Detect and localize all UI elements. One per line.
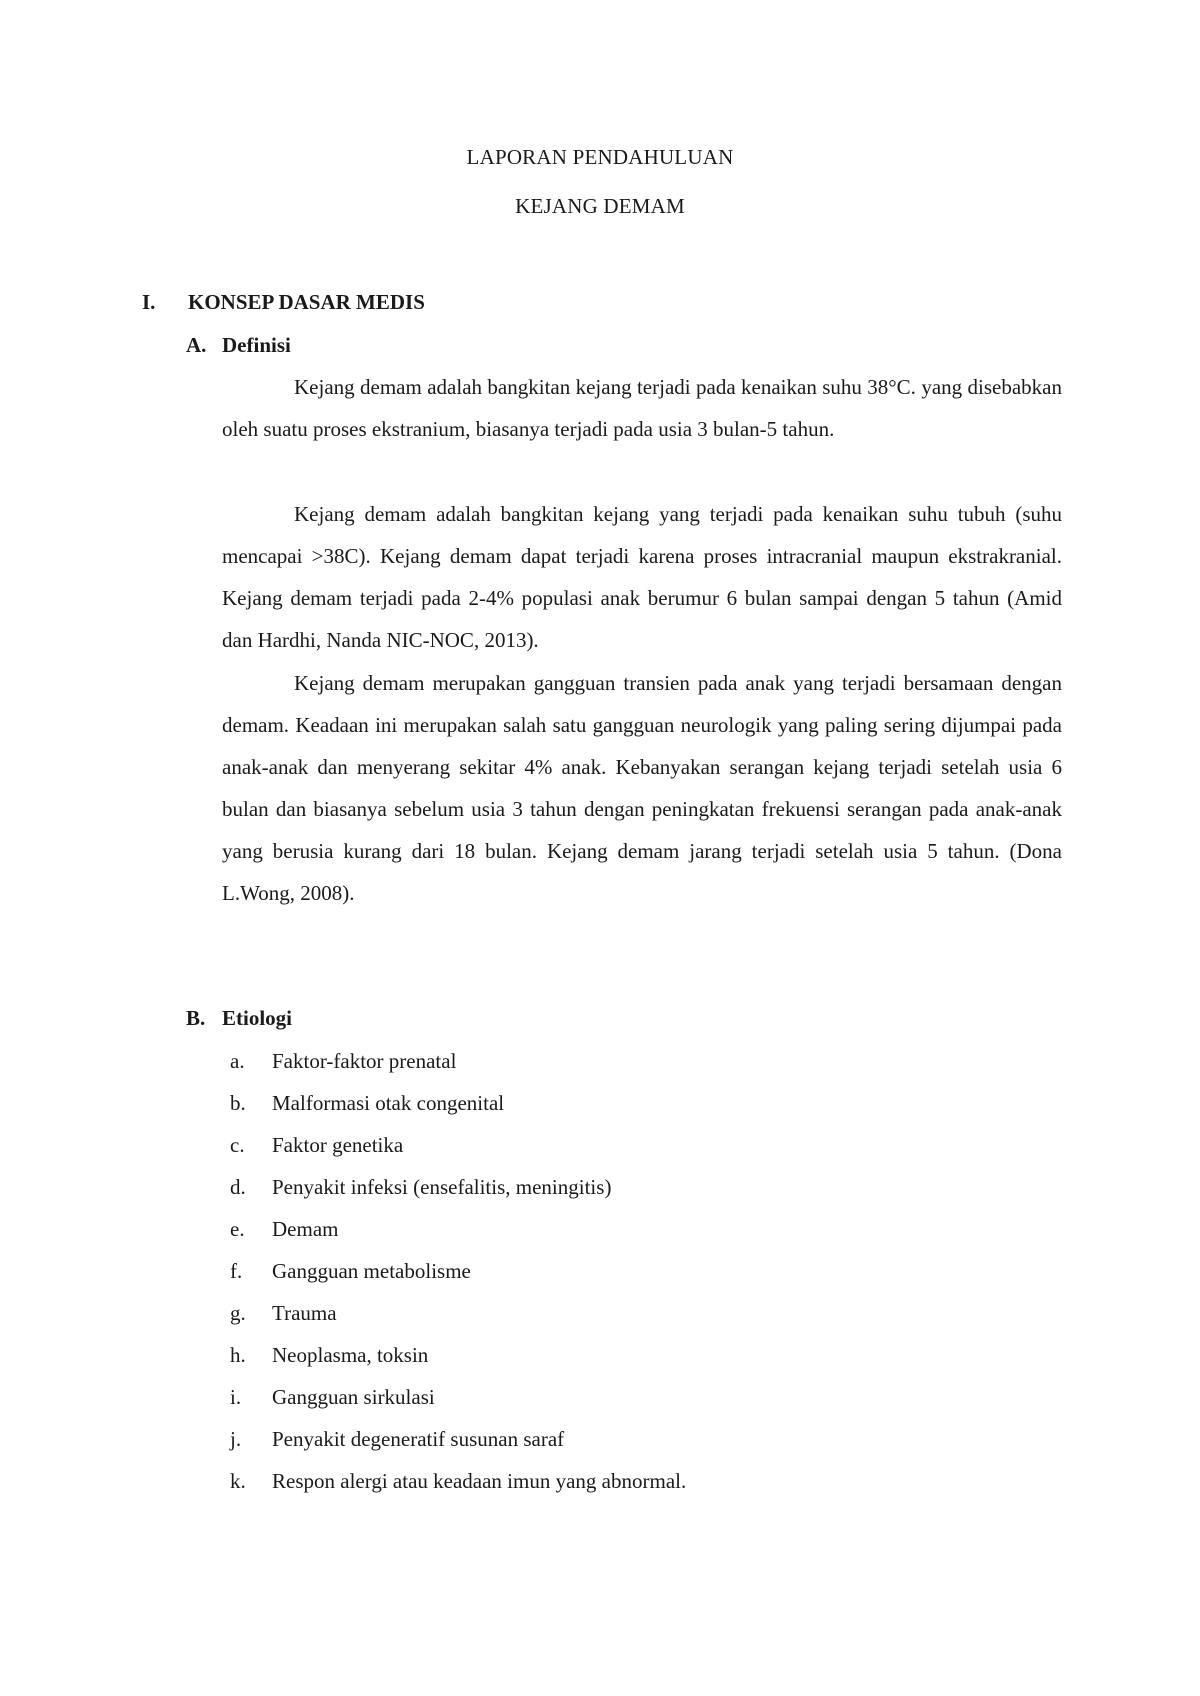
list-item-text: Trauma	[272, 1301, 337, 1325]
list-item	[230, 1334, 686, 1376]
list-item-letter: a.	[230, 1049, 245, 1073]
section-number: I.	[142, 290, 156, 314]
subsection-heading-etiologi	[186, 1006, 292, 1031]
list-item	[230, 1082, 686, 1124]
list-item-text: Demam	[272, 1217, 339, 1241]
list-item-letter: h.	[230, 1343, 246, 1367]
list-item-text: Gangguan sirkulasi	[272, 1385, 435, 1409]
list-item-letter: k.	[230, 1469, 246, 1493]
document-title: LAPORAN PENDAHULUAN	[466, 145, 734, 169]
subsection-title: Etiologi	[222, 1006, 293, 1030]
list-item	[230, 1250, 686, 1292]
list-item	[230, 1124, 686, 1166]
list-item-text: Respon alergi atau keadaan imun yang abnormal.	[272, 1469, 687, 1493]
list-item-letter: g.	[230, 1301, 246, 1325]
list-item-text: Malformasi otak congenital	[272, 1091, 505, 1115]
list-item-letter: d.	[230, 1175, 246, 1199]
section-heading	[142, 290, 425, 315]
list-item	[230, 1208, 686, 1250]
definition-paragraph: Kejang demam adalah bangkitan kejang terjadi pada kenaikan suhu 38°C. yang disebabkan oleh suatu proses ekstranium, biasanya terjadi pada usia 3 bulan-5 tahun.	[222, 375, 1062, 441]
list-item-text: Neoplasma, toksin	[272, 1343, 429, 1367]
list-item	[230, 1376, 686, 1418]
list-item	[230, 1418, 686, 1460]
list-item-text: Penyakit degeneratif susunan saraf	[272, 1427, 565, 1451]
list-item-letter: j.	[230, 1427, 242, 1451]
list-item-letter: i.	[230, 1385, 242, 1409]
list-item-text: Faktor genetika	[272, 1133, 404, 1157]
etiology-list	[230, 1040, 686, 1502]
subsection-letter: A.	[186, 333, 207, 357]
list-item-text: Penyakit infeksi (ensefalitis, meningitis)	[272, 1175, 612, 1199]
subsection-title: Definisi	[222, 333, 291, 357]
subsection-heading-definisi	[186, 333, 291, 358]
list-item-letter: c.	[230, 1133, 245, 1157]
section-title: KONSEP DASAR MEDIS	[188, 290, 425, 314]
list-item	[230, 1040, 686, 1082]
document-subtitle: KEJANG DEMAM	[515, 194, 685, 218]
list-item-letter: b.	[230, 1091, 246, 1115]
list-item	[230, 1460, 686, 1502]
list-item-text: Faktor-faktor prenatal	[272, 1049, 457, 1073]
list-item-text: Gangguan metabolisme	[272, 1259, 471, 1283]
list-item	[230, 1166, 686, 1208]
definition-paragraph: Kejang demam adalah bangkitan kejang yang terjadi pada kenaikan suhu tubuh (suhu mencapai >38C). Kejang demam dapat terjadi karena proses intracranial maupun ekstrakranial. Kejang demam terjadi pada 2-4% populasi anak berumur 6 bulan sampai dengan 5 tahun (Amid dan Hardhi, Nanda NIC-NOC, 2013).	[222, 502, 1062, 652]
subsection-letter: B.	[186, 1006, 206, 1030]
list-item	[230, 1292, 686, 1334]
list-item-letter: f.	[230, 1259, 243, 1283]
definition-paragraph: Kejang demam merupakan gangguan transien pada anak yang terjadi bersamaan dengan demam. Keadaan ini merupakan salah satu gangguan neurologik yang paling sering dijumpai pada anak-anak dan menyerang sekitar 4% anak. Kebanyakan serangan kejang terjadi setelah usia 6 bulan dan biasanya sebelum usia 3 tahun dengan peningkatan frekuensi serangan pada anak-anak yang berusia kurang dari 18 bulan. Kejang demam jarang terjadi setelah usia 5 tahun. (Dona L.Wong, 2008).	[222, 671, 1062, 905]
list-item-letter: e.	[230, 1217, 245, 1241]
